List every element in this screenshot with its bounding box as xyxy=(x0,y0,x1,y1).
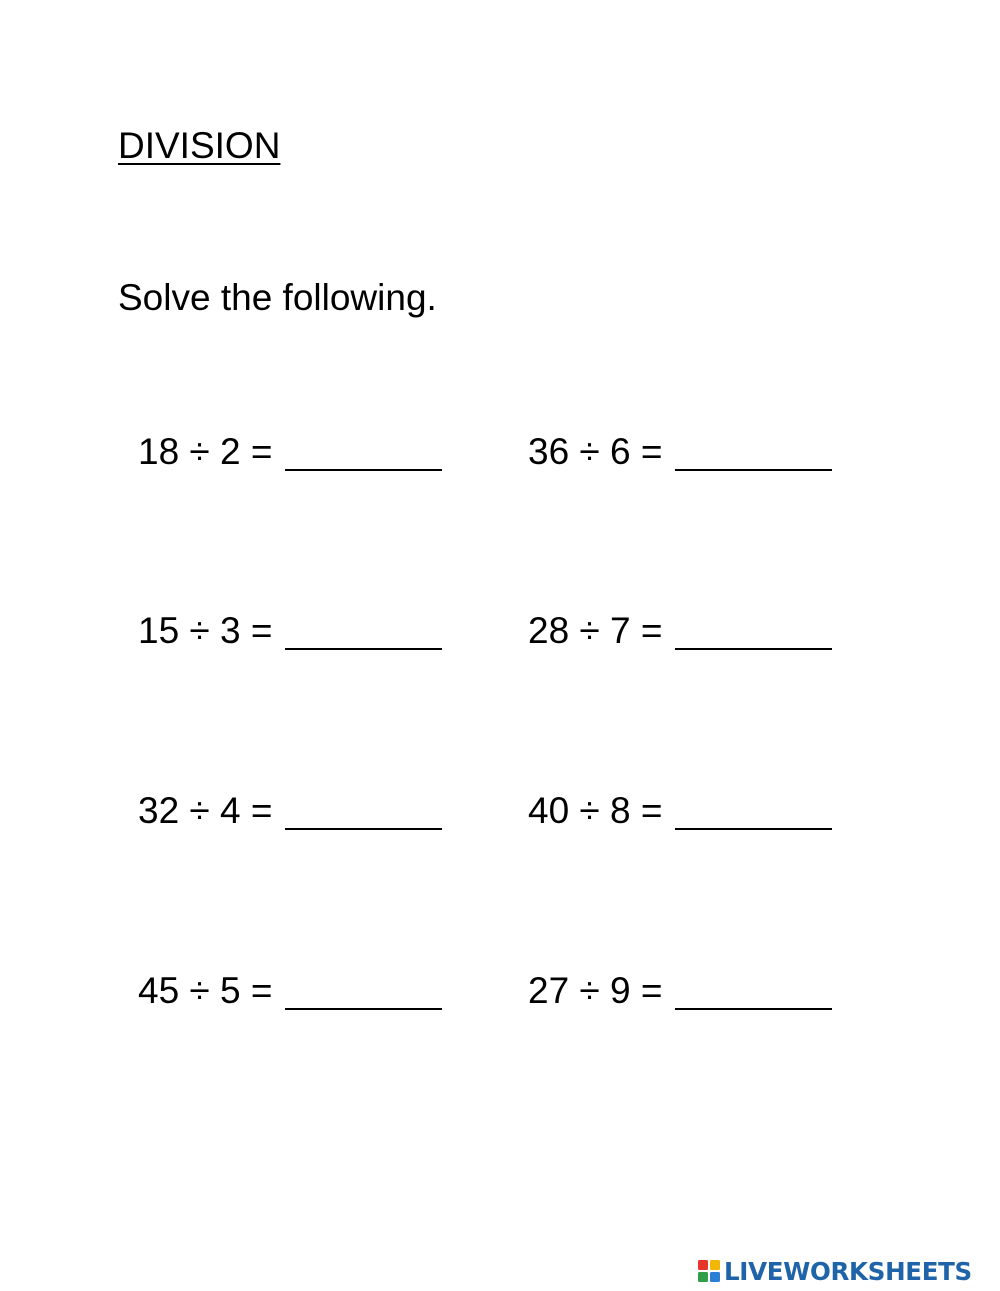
problem-expression: 45 ÷ 5 = xyxy=(138,970,273,1011)
problem-expression: 28 ÷ 7 = xyxy=(528,610,663,651)
problem-expression: 40 ÷ 8 = xyxy=(528,790,663,831)
liveworksheets-brand xyxy=(697,1257,972,1285)
problem-6 xyxy=(528,789,832,833)
answer-input-5[interactable] xyxy=(285,798,442,830)
problem-expression: 15 ÷ 3 = xyxy=(138,610,273,651)
logo-tile-yellow xyxy=(710,1260,720,1270)
problem-expression: 18 ÷ 2 = xyxy=(138,431,273,472)
instruction-text: Solve the following. xyxy=(118,277,437,318)
liveworksheets-logo-icon xyxy=(697,1259,721,1283)
problem-expression: 27 ÷ 9 = xyxy=(528,970,663,1011)
problem-7 xyxy=(138,969,442,1013)
worksheet-title: DIVISION xyxy=(118,125,281,166)
answer-input-2[interactable] xyxy=(675,439,832,471)
problem-expression: 36 ÷ 6 = xyxy=(528,431,663,472)
problem-4 xyxy=(528,609,832,653)
problem-5 xyxy=(138,789,442,833)
answer-input-1[interactable] xyxy=(285,439,442,471)
answer-input-3[interactable] xyxy=(285,618,442,650)
problem-2 xyxy=(528,430,832,474)
logo-tile-red xyxy=(698,1260,708,1270)
problem-8 xyxy=(528,969,832,1013)
answer-input-7[interactable] xyxy=(285,978,442,1010)
problem-3 xyxy=(138,609,442,653)
problem-expression: 32 ÷ 4 = xyxy=(138,790,273,831)
brand-name: LIVEWORKSHEETS xyxy=(724,1256,972,1286)
answer-input-8[interactable] xyxy=(675,978,832,1010)
logo-tile-blue xyxy=(710,1272,720,1282)
answer-input-4[interactable] xyxy=(675,618,832,650)
logo-tile-green xyxy=(698,1272,708,1282)
problem-1 xyxy=(138,430,442,474)
answer-input-6[interactable] xyxy=(675,798,832,830)
